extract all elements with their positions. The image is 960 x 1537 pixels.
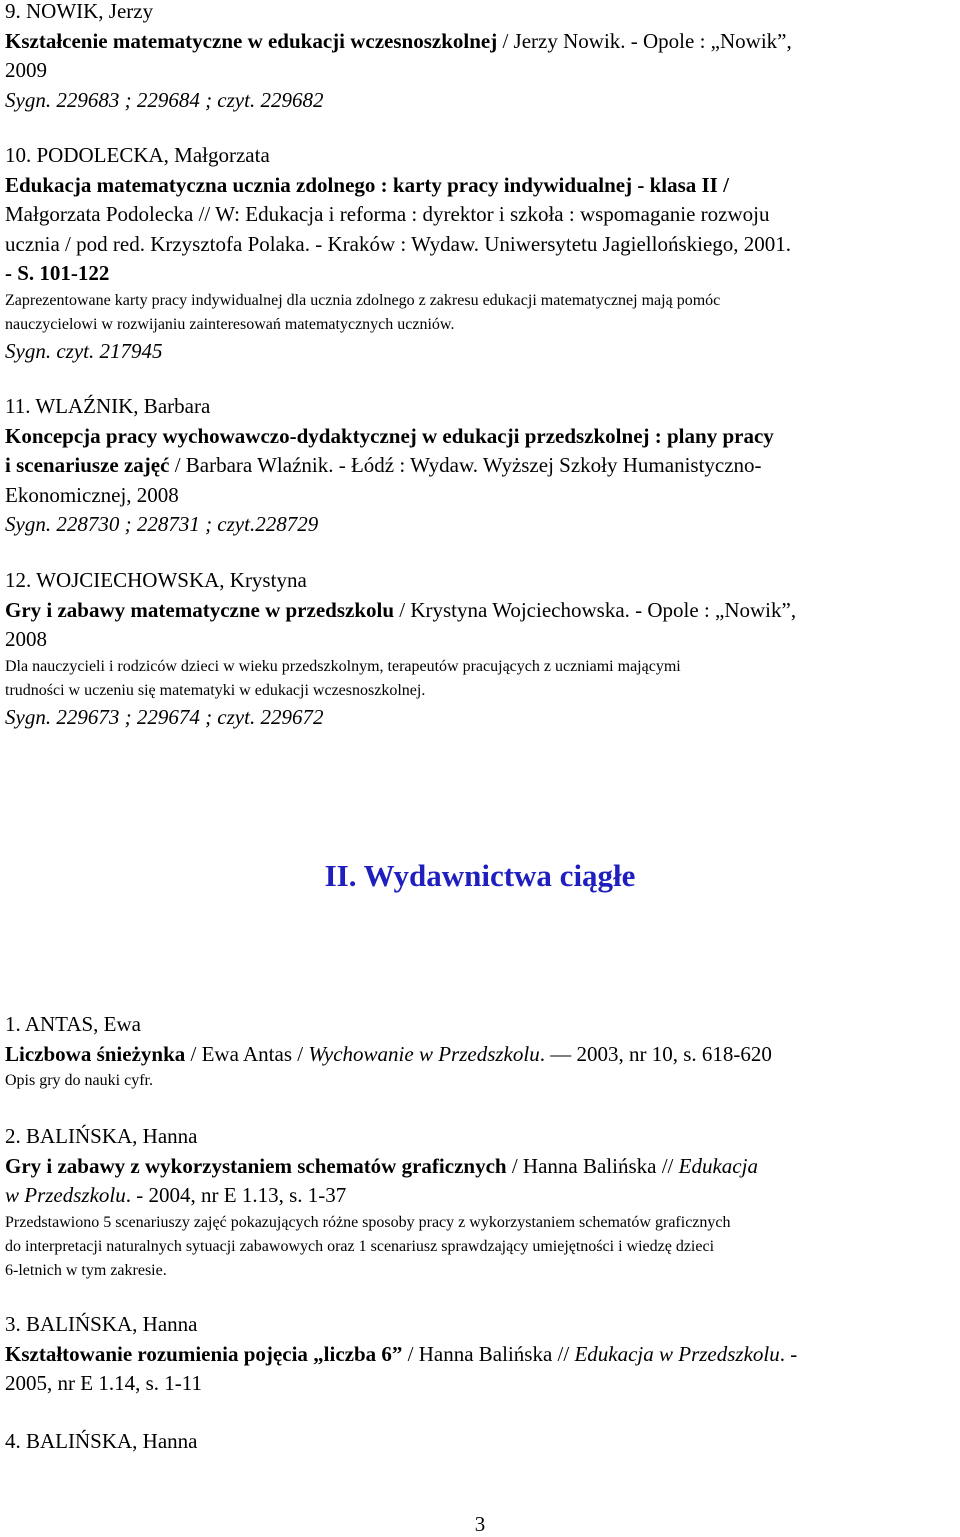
entry-journal: w Przedszkolu <box>5 1183 126 1208</box>
entry-publication: / Hanna Balińska // <box>402 1341 575 1366</box>
page-number: 3 <box>474 1512 486 1536</box>
entry-10 <box>5 141 955 367</box>
entry-title-line <box>5 1040 955 1070</box>
entry-annotation: Dla nauczycieli i rodziców dzieci w wieku przedszkolnym, terapeutów pracujących z uczniami mającymi <box>5 657 681 675</box>
entry-publication: / Ewa Antas / <box>185 1041 309 1066</box>
entry-annotation: nauczycielowi w rozwijaniu zainteresowań matematycznych uczniów. <box>5 315 455 333</box>
entry-year: 2008 <box>5 627 47 652</box>
entry-title: Gry i zabawy matematyczne w przedszkolu <box>5 597 395 622</box>
entry-author: 10. PODOLECKA, Małgorzata <box>5 143 270 167</box>
entry-title-line <box>5 27 955 57</box>
entry-signature: Sygn. 228730 ; 228731 ; czyt.228729 <box>5 512 319 537</box>
entry-title: i scenariusze zajęć <box>5 453 170 478</box>
entry-12 <box>5 566 955 732</box>
entry-journal: Edukacja <box>678 1153 758 1178</box>
entry-title-line <box>5 451 955 481</box>
entry-author: 2. BALIŃSKA, Hanna <box>5 1124 198 1148</box>
entry-b4 <box>5 1427 955 1457</box>
entry-issue: . - <box>779 1341 798 1366</box>
entry-publication: Ekonomicznej, 2008 <box>5 482 179 507</box>
entry-signature: Sygn. 229673 ; 229674 ; czyt. 229672 <box>5 704 324 729</box>
entry-title: Kształtowanie rozumienia pojęcia „liczba 6” <box>5 1341 403 1366</box>
entry-issue: . — 2003, nr 10, s. 618-620 <box>539 1041 772 1066</box>
entry-year: 2009 <box>5 58 47 83</box>
entry-title: Edukacja matematyczna ucznia zdolnego : karty pracy indywidualnej - klasa II / <box>5 172 729 197</box>
entry-annotation: trudności w uczeniu się matematyki w edukacji wczesnoszkolnej. <box>5 681 426 699</box>
entry-title: Liczbowa śnieżynka <box>5 1041 186 1066</box>
entry-publication: ucznia / pod red. Krzysztofa Polaka. - Kraków : Wydaw. Uniwersytetu Jagiellońskiego, 2001. <box>5 231 792 256</box>
entry-title-line <box>5 596 955 626</box>
entry-author: 11. WLAŹNIK, Barbara <box>5 394 211 418</box>
entry-annotation: do interpretacji naturalnych sytuacji zabawowych oraz 1 scenariusz sprawdzający umiejętności i wiedzę dzieci <box>5 1237 715 1255</box>
entry-title: Kształcenie matematyczne w edukacji wczesnoszkolnej <box>5 28 498 53</box>
entry-title: Gry i zabawy z wykorzystaniem schematów graficznych <box>5 1153 507 1178</box>
entry-journal: Edukacja w Przedszkolu <box>574 1341 780 1366</box>
entry-signature: Sygn. czyt. 217945 <box>5 338 163 363</box>
entry-issue: . - 2004, nr E 1.13, s. 1-37 <box>125 1183 347 1208</box>
entry-annotation: Opis gry do nauki cyfr. <box>5 1072 153 1090</box>
entry-publication: / Barbara Wlaźnik. - Łódź : Wydaw. Wyższej Szkoły Humanistyczno- <box>169 453 762 478</box>
entry-journal: Wychowanie w Przedszkolu <box>308 1041 540 1066</box>
entry-author: 1. ANTAS, Ewa <box>5 1012 141 1036</box>
entry-pages: - S. 101-122 <box>5 261 110 286</box>
entry-author: 3. BALIŃSKA, Hanna <box>5 1312 198 1336</box>
entry-b1 <box>5 1010 955 1093</box>
entry-author: 4. BALIŃSKA, Hanna <box>5 1429 198 1453</box>
entry-11 <box>5 392 955 540</box>
entry-publication: / Krystyna Wojciechowska. - Opole : „Nowik”, <box>394 597 797 622</box>
entry-title-line <box>5 1152 955 1182</box>
entry-publication: / Jerzy Nowik. - Opole : „Nowik”, <box>497 28 792 53</box>
entry-b3 <box>5 1310 955 1399</box>
entry-annotation: Zaprezentowane karty pracy indywidualnej dla ucznia zdolnego z zakresu edukacji matematycznej mają pomóc <box>5 291 721 309</box>
entry-publication: / Hanna Balińska // <box>506 1153 679 1178</box>
entry-author: 12. WOJCIECHOWSKA, Krystyna <box>5 568 307 592</box>
entry-9 <box>5 0 955 115</box>
entry-b2 <box>5 1122 955 1283</box>
entry-signature: Sygn. 229683 ; 229684 ; czyt. 229682 <box>5 87 324 112</box>
section-heading: II. Wydawnictwa ciągłe <box>324 858 636 893</box>
entry-issue: 2005, nr E 1.14, s. 1-11 <box>5 1371 202 1396</box>
entry-publication: Małgorzata Podolecka // W: Edukacja i reforma : dyrektor i szkoła : wspomaganie rozwoju <box>5 202 770 227</box>
entry-annotation: Przedstawiono 5 scenariuszy zajęć pokazujących różne sposoby pracy z wykorzystaniem schematów graficznych <box>5 1213 731 1231</box>
entry-annotation: 6-letnich w tym zakresie. <box>5 1261 167 1279</box>
entry-title: Koncepcja pracy wychowawczo-dydaktycznej w edukacji przedszkolnej : plany pracy <box>5 423 774 448</box>
entry-issue-line <box>5 1181 955 1211</box>
entry-author: 9. NOWIK, Jerzy <box>5 0 154 23</box>
entry-title-line <box>5 1340 955 1370</box>
